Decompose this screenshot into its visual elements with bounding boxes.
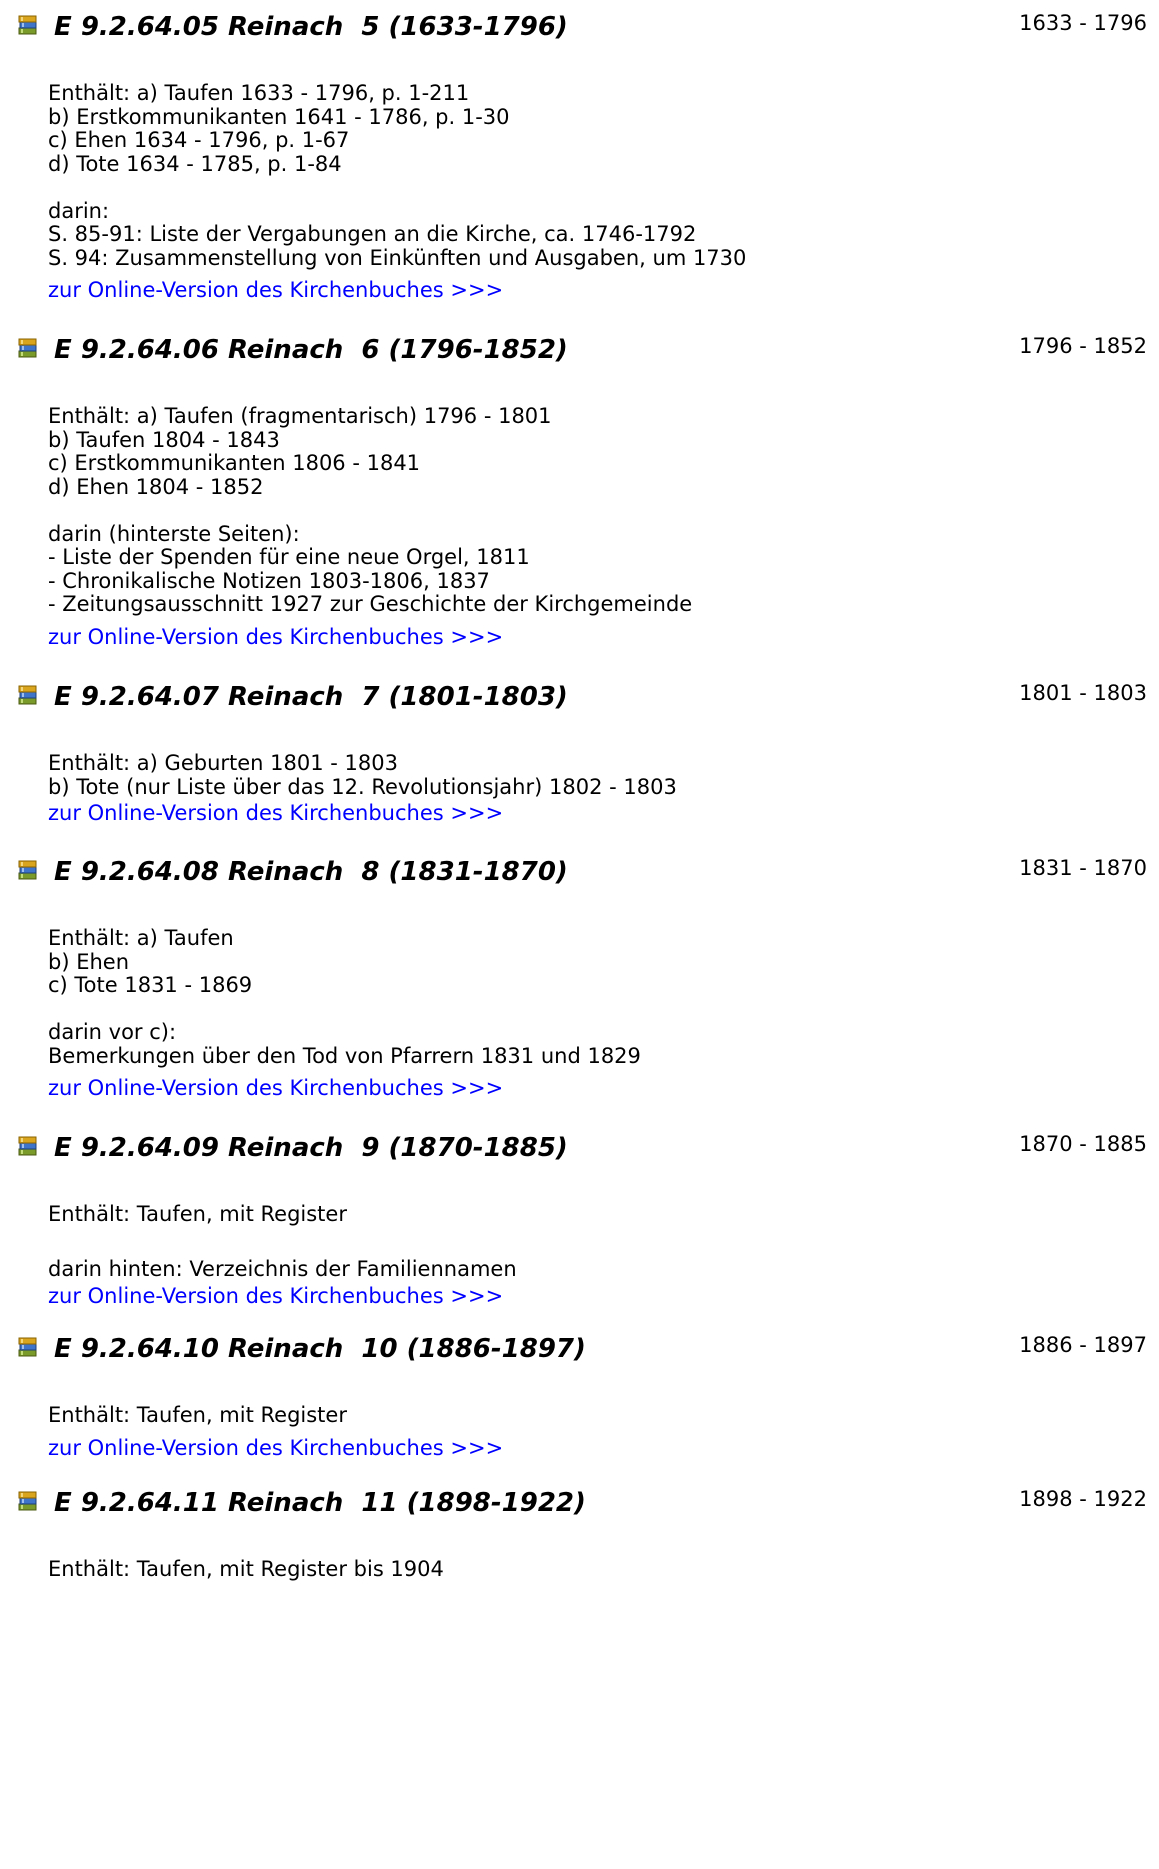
books-stack-icon <box>16 336 40 360</box>
record-title: E 9.2.64.07 Reinach 7 (1801-1803) <box>54 682 568 712</box>
description-line: b) Erstkommunikanten 1641 - 1786, p. 1-30 <box>48 104 510 129</box>
description-line: c) Tote 1831 - 1869 <box>48 973 253 997</box>
record-date-range: 1796 - 1852 <box>1019 334 1147 358</box>
record-title: E 9.2.64.06 Reinach 6 (1796-1852) <box>54 335 568 365</box>
record-title: E 9.2.64.11 Reinach 11 (1898-1922) <box>54 1488 586 1518</box>
record-date-range: 1898 - 1922 <box>1019 1487 1147 1511</box>
description-line: - Liste der Spenden für eine neue Orgel, 1811 <box>48 545 530 569</box>
description-line: Enthält: Taufen, mit Register <box>48 1403 347 1427</box>
record-title: E 9.2.64.05 Reinach 5 (1633-1796) <box>54 12 568 42</box>
record-date-range: 1831 - 1870 <box>1019 856 1147 880</box>
record-header <box>0 333 1159 369</box>
record-description <box>48 1404 1048 1462</box>
description-line: S. 85-91: Liste der Vergabungen an die Kirche, ca. 1746-1792 <box>48 222 697 246</box>
record-description <box>48 1558 1048 1582</box>
description-line: b) Tote (nur Liste über das 12. Revolutionsjahr) 1802 - 1803 <box>48 774 677 799</box>
description-line: c) Erstkommunikanten 1806 - 1841 <box>48 451 421 475</box>
record-description <box>48 927 1048 1102</box>
online-version-link[interactable]: zur Online-Version des Kirchenbuches >>> <box>48 624 504 649</box>
description-blank-line <box>48 1227 1048 1251</box>
description-line: Enthält: Taufen, mit Register bis 1904 <box>48 1557 444 1581</box>
description-line: - Chronikalische Notizen 1803-1806, 1837 <box>48 568 490 593</box>
online-version-link[interactable]: zur Online-Version des Kirchenbuches >>> <box>48 1076 504 1100</box>
description-line: Enthält: a) Geburten 1801 - 1803 <box>48 751 398 775</box>
description-line: S. 94: Zusammenstellung von Einkünften und Ausgaben, um 1730 <box>48 245 747 270</box>
record-date-range: 1886 - 1897 <box>1019 1333 1147 1357</box>
books-stack-icon <box>16 1489 40 1513</box>
record-title: E 9.2.64.09 Reinach 9 (1870-1885) <box>54 1133 568 1163</box>
description-line: b) Taufen 1804 - 1843 <box>48 427 280 452</box>
record-description <box>48 752 1048 827</box>
record-header <box>0 1486 1159 1522</box>
online-version-link[interactable]: zur Online-Version des Kirchenbuches >>> <box>48 801 504 825</box>
books-stack-icon <box>16 858 40 882</box>
record-header <box>0 680 1159 716</box>
record-header <box>0 10 1159 46</box>
description-line: darin hinten: Verzeichnis der Familiennamen <box>48 1257 517 1281</box>
online-version-link[interactable]: zur Online-Version des Kirchenbuches >>> <box>48 278 504 302</box>
online-version-link[interactable]: zur Online-Version des Kirchenbuches >>> <box>48 1435 504 1460</box>
record-description <box>48 82 1048 304</box>
description-line: c) Ehen 1634 - 1796, p. 1-67 <box>48 128 350 152</box>
record-title: E 9.2.64.10 Reinach 10 (1886-1897) <box>54 1334 586 1364</box>
description-line: Enthält: a) Taufen <box>48 926 234 950</box>
description-line: Enthält: Taufen, mit Register <box>48 1202 347 1226</box>
description-line: d) Tote 1634 - 1785, p. 1-84 <box>48 151 342 176</box>
description-blank-line <box>48 176 1048 200</box>
books-stack-icon <box>16 1134 40 1158</box>
record-header <box>0 855 1159 891</box>
record-date-range: 1633 - 1796 <box>1019 11 1147 35</box>
description-line: Bemerkungen über den Tod von Pfarrern 1831 und 1829 <box>48 1043 641 1068</box>
record-header <box>0 1332 1159 1368</box>
description-blank-line <box>48 998 1048 1022</box>
books-stack-icon <box>16 1335 40 1359</box>
books-stack-icon <box>16 13 40 37</box>
description-line: darin: <box>48 198 110 223</box>
record-date-range: 1801 - 1803 <box>1019 681 1147 705</box>
description-line: Enthält: a) Taufen (fragmentarisch) 1796 - 1801 <box>48 404 552 428</box>
description-line: d) Ehen 1804 - 1852 <box>48 474 264 499</box>
books-stack-icon <box>16 683 40 707</box>
description-blank-line <box>48 499 1048 523</box>
record-title: E 9.2.64.08 Reinach 8 (1831-1870) <box>54 857 568 887</box>
record-header <box>0 1131 1159 1167</box>
description-line: - Zeitungsausschnitt 1927 zur Geschichte der Kirchgemeinde <box>48 592 693 616</box>
online-version-link[interactable]: zur Online-Version des Kirchenbuches >>> <box>48 1283 504 1308</box>
description-line: darin vor c): <box>48 1020 177 1044</box>
description-line: darin (hinterste Seiten): <box>48 521 300 546</box>
record-description <box>48 1203 1048 1310</box>
description-line: Enthält: a) Taufen 1633 - 1796, p. 1-211 <box>48 81 470 105</box>
description-line: b) Ehen <box>48 949 130 974</box>
record-date-range: 1870 - 1885 <box>1019 1132 1147 1156</box>
record-description <box>48 405 1048 651</box>
